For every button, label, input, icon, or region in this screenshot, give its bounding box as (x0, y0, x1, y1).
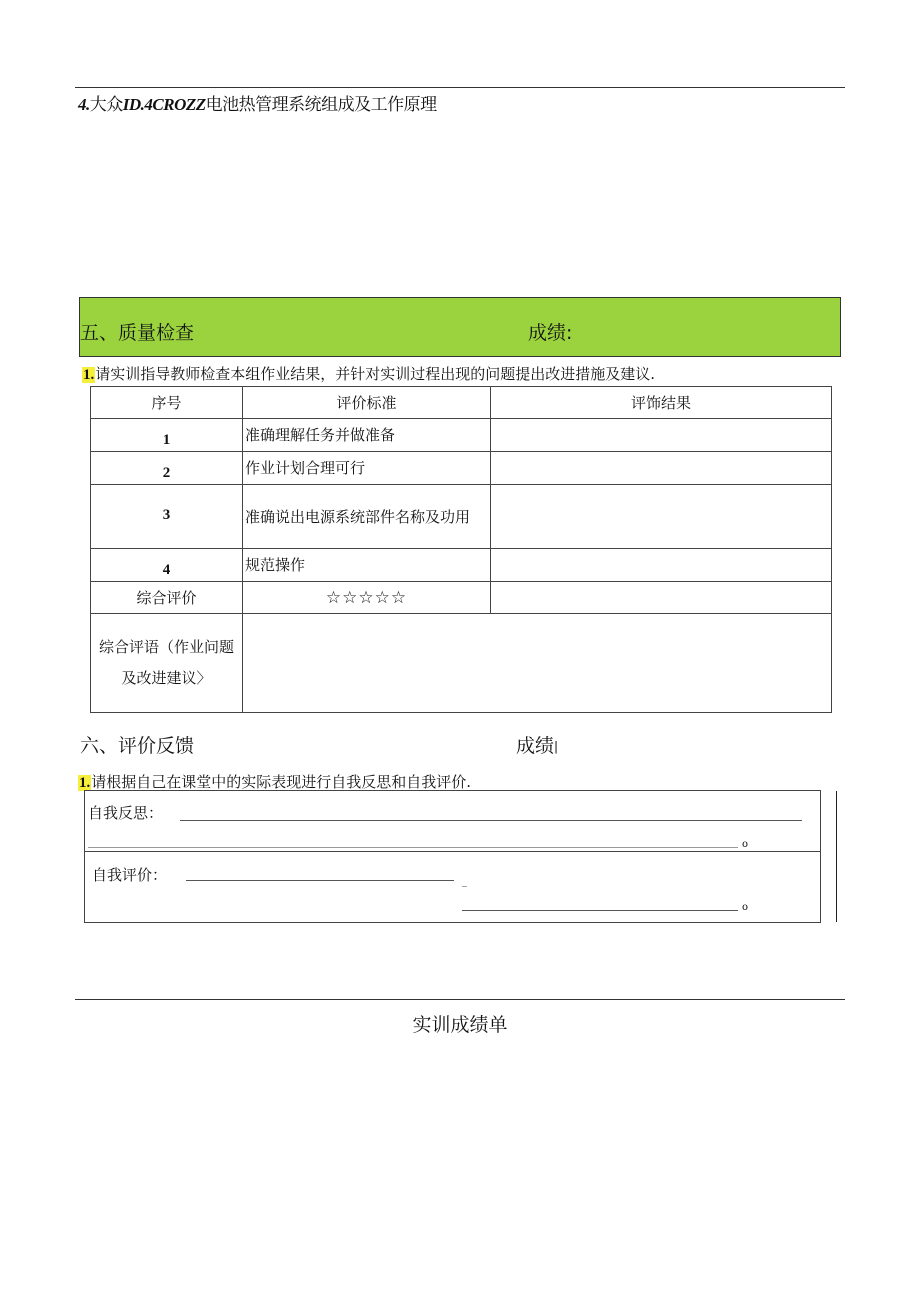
row-result-cell[interactable] (491, 419, 832, 452)
score-sheet-title: 实训成绩单 (412, 1014, 508, 1036)
comment-row (91, 614, 832, 713)
quality-check-instruction (82, 363, 655, 384)
row-criterion: 准确说出电源系统部件名称及功用 (243, 485, 491, 549)
self-reflection-end-mark: o (742, 839, 749, 850)
comment-label: 综合评语（作业问题及改进建议〉 (91, 614, 243, 713)
feedback-divider (84, 851, 821, 852)
section-4-model: ID.4CROZZ (122, 95, 206, 114)
row-result-cell[interactable] (491, 452, 832, 485)
feedback-instruction (78, 771, 471, 792)
feedback-box (84, 790, 821, 923)
section-4-title: 电池热管理系统组成及工作原理 (205, 95, 437, 115)
bottom-rule (75, 999, 845, 1000)
row-no: 2 (91, 452, 243, 485)
self-evaluation-dash: _ (462, 876, 467, 887)
row-criterion: 准确理解任务并做准备 (243, 419, 491, 452)
feedback-instruction-text: 请根据自己在课堂中的实际表现进行自我反思和自我评价. (91, 773, 472, 791)
feedback-instruction-number: 1. (79, 775, 91, 791)
overall-star-rating[interactable]: ☆☆☆☆☆ (243, 582, 491, 614)
quality-check-table (90, 386, 832, 713)
self-evaluation-end-mark: o (742, 902, 749, 913)
row-criterion: 作业计划合理可行 (243, 452, 491, 485)
section-4-heading (78, 90, 437, 115)
feedback-side-rule (836, 791, 837, 922)
self-reflection-input-line[interactable] (180, 820, 802, 821)
table-header-row (91, 387, 832, 419)
feedback-score-mark: | (554, 739, 559, 754)
overall-result-cell[interactable] (491, 582, 832, 614)
self-evaluation-input-line[interactable] (186, 880, 454, 881)
row-result-cell[interactable] (491, 485, 832, 549)
section-4-brand: 大众 (89, 95, 123, 115)
table-row (91, 452, 832, 485)
comment-cell[interactable] (243, 614, 832, 713)
section-4-number: 4. (78, 95, 90, 114)
feedback-score-label (516, 731, 558, 758)
feedback-score-text: 成绩 (516, 735, 555, 757)
self-evaluation-label: 自我评价： (92, 866, 168, 884)
feedback-title: 六、评价反馈 (80, 735, 195, 757)
table-row (91, 485, 832, 549)
header-seq: 序号 (91, 387, 243, 419)
quality-check-score-label: 成绩: (528, 322, 573, 344)
row-criterion: 规范操作 (243, 549, 491, 582)
row-no: 4 (91, 549, 243, 582)
row-no: 1 (91, 419, 243, 452)
instruction-number: 1. (83, 367, 95, 383)
top-rule (75, 87, 845, 88)
self-reflection-label: 自我反思： (88, 804, 164, 822)
table-row (91, 419, 832, 452)
self-reflection-input-line-2[interactable] (88, 847, 738, 848)
row-result-cell[interactable] (491, 549, 832, 582)
overall-label: 综合评价 (91, 582, 243, 614)
row-no: 3 (91, 485, 243, 549)
self-evaluation-input-line-2[interactable] (462, 910, 738, 911)
instruction-text: 请实训指导教师检查本组作业结果，并针对实训过程出现的问题提出改进措施及建议. (95, 365, 656, 383)
header-result: 评饰结果 (491, 387, 832, 419)
quality-check-title: 五、质量检查 (80, 322, 195, 344)
header-criterion: 评价标准 (243, 387, 491, 419)
table-row (91, 549, 832, 582)
overall-row (91, 582, 832, 614)
